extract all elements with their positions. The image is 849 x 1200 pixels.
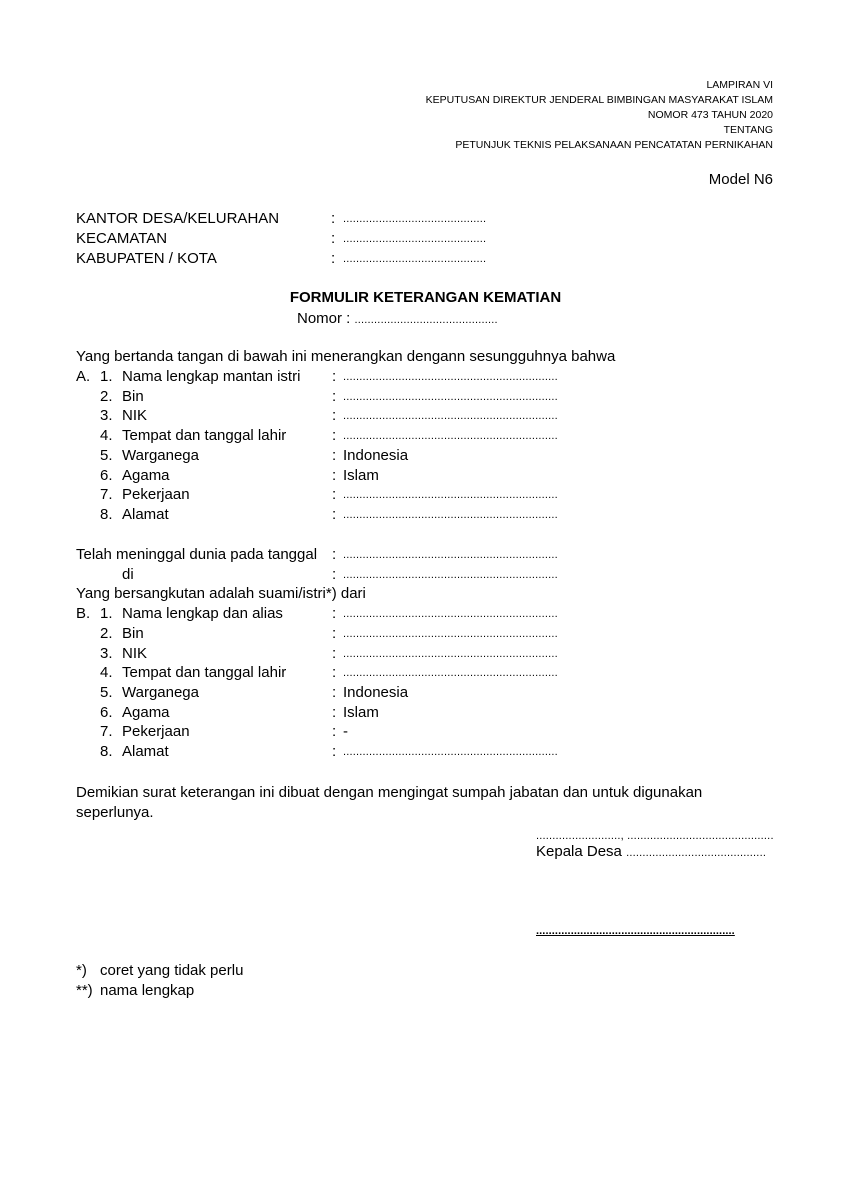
signature-place-date [536, 826, 774, 843]
item-label: Tempat dan tanggal lahir [122, 664, 287, 681]
item-value-field[interactable]: .................................................................. [343, 667, 558, 679]
intro-text: Yang bertanda tangan di bawah ini menerangkan dengann sesungguhnya bahwa [76, 348, 616, 365]
item-number: 5. [100, 684, 113, 701]
closing-text: Demikian surat keterangan ini dibuat dengan mengingat sumpah jabatan dan untuk digunakan seperlunya. [76, 784, 703, 821]
item-label: Alamat [122, 743, 169, 760]
item-number: 6. [100, 704, 113, 721]
colon: : [331, 210, 336, 227]
colon: : [332, 467, 337, 484]
office-value-field[interactable]: ............................................ [343, 213, 487, 225]
colon: : [332, 506, 337, 523]
footnote [76, 961, 243, 981]
item-label: NIK [122, 645, 148, 662]
item-number: 4. [100, 664, 113, 681]
item-number: 8. [100, 743, 113, 760]
colon: : [332, 427, 337, 444]
relation-text: Yang bersangkutan adalah suami/istri*) dari [76, 585, 366, 602]
death-date-field[interactable]: .................................................................. [343, 549, 558, 561]
item-number: 1. [100, 605, 113, 622]
footnote-text: coret yang tidak perlu [100, 962, 244, 979]
section-a-letter: A. [76, 368, 91, 385]
item-value-field[interactable]: .................................................................. [343, 628, 558, 640]
colon: : [332, 704, 337, 721]
colon: : [332, 645, 337, 662]
item-value: Islam [343, 467, 379, 484]
colon: : [331, 250, 336, 267]
item-value-field[interactable]: .................................................................. [343, 746, 558, 758]
header-petunjuk: PETUNJUK TEKNIS PELAKSANAAN PENCATATAN PERNIKAHAN [455, 139, 773, 151]
item-value-field[interactable]: .................................................................. [343, 410, 558, 422]
footnote-mark: **) [76, 982, 93, 999]
item-value: Islam [343, 704, 379, 721]
item-number: 7. [100, 723, 113, 740]
death-date-label: Telah meninggal dunia pada tanggal [76, 546, 318, 563]
item-label: NIK [122, 407, 148, 424]
item-value: Indonesia [343, 447, 409, 464]
item-value-field[interactable]: .................................................................. [343, 371, 558, 383]
item-label: Agama [122, 704, 170, 721]
model-label: Model N6 [708, 171, 773, 188]
signature-title-label: Kepala Desa [536, 843, 627, 860]
item-label: Agama [122, 467, 170, 484]
item-number: 3. [100, 407, 113, 424]
office-label: KABUPATEN / KOTA [76, 250, 217, 267]
item-value-field[interactable]: .................................................................. [343, 489, 558, 501]
footnote-mark: *) [76, 962, 87, 979]
signature-title-field[interactable]: ........................................... [626, 847, 767, 859]
item-label: Nama lengkap mantan istri [122, 368, 301, 385]
signature-title [536, 843, 766, 860]
death-place-field[interactable]: .................................................................. [343, 569, 558, 581]
header-lampiran: LAMPIRAN VI [706, 79, 773, 91]
item-value-field[interactable]: .................................................................. [343, 648, 558, 660]
item-label: Pekerjaan [122, 486, 190, 503]
item-label: Nama lengkap dan alias [122, 605, 283, 622]
colon: : [332, 605, 337, 622]
item-number: 4. [100, 427, 113, 444]
item-label: Bin [122, 625, 144, 642]
item-value-field[interactable]: .................................................................. [343, 608, 558, 620]
colon: : [332, 625, 337, 642]
item-label: Alamat [122, 506, 169, 523]
item-value-field[interactable]: .................................................................. [343, 509, 558, 521]
signature-name-line[interactable]: ............................................................... [536, 925, 735, 937]
colon: : [332, 447, 337, 464]
item-value-field[interactable]: .................................................................. [343, 430, 558, 442]
item-label: Bin [122, 388, 144, 405]
header-nomor: NOMOR 473 TAHUN 2020 [647, 109, 773, 121]
item-label: Warganega [122, 447, 199, 464]
office-value-field[interactable]: ............................................ [343, 253, 487, 265]
colon: : [332, 407, 337, 424]
form-nomor [297, 310, 498, 327]
office-value-field[interactable]: ............................................ [343, 233, 487, 245]
place-date-field[interactable]: .........................., ............................................. [536, 830, 774, 842]
office-label: KANTOR DESA/KELURAHAN [76, 210, 280, 227]
footnote-text: nama lengkap [100, 982, 195, 999]
item-value: Indonesia [343, 684, 409, 701]
item-number: 3. [100, 645, 113, 662]
nomor-label: Nomor : [297, 310, 355, 327]
colon: : [332, 664, 337, 681]
item-label: Warganega [122, 684, 199, 701]
item-number: 2. [100, 388, 113, 405]
header-block [426, 78, 773, 153]
colon: : [332, 566, 337, 583]
death-place-label: di [122, 566, 134, 583]
item-number: 8. [100, 506, 113, 523]
colon: : [332, 723, 337, 740]
colon: : [332, 368, 337, 385]
colon: : [332, 743, 337, 760]
colon: : [332, 486, 337, 503]
header-keputusan: KEPUTUSAN DIREKTUR JENDERAL BIMBINGAN MASYARAKAT ISLAM [425, 94, 773, 106]
item-number: 7. [100, 486, 113, 503]
item-value-field[interactable]: .................................................................. [343, 391, 558, 403]
item-label: Pekerjaan [122, 723, 190, 740]
header-tentang: TENTANG [723, 124, 773, 136]
footnote [76, 981, 194, 1001]
item-number: 2. [100, 625, 113, 642]
item-value: - [343, 723, 348, 740]
item-number: 1. [100, 368, 113, 385]
colon: : [332, 684, 337, 701]
office-label: KECAMATAN [76, 230, 168, 247]
colon: : [332, 388, 337, 405]
section-b-letter: B. [76, 605, 91, 622]
item-label: Tempat dan tanggal lahir [122, 427, 287, 444]
nomor-value-field[interactable]: ............................................ [354, 314, 498, 326]
item-number: 5. [100, 447, 113, 464]
item-number: 6. [100, 467, 113, 484]
colon: : [331, 230, 336, 247]
colon: : [332, 546, 337, 563]
form-title: FORMULIR KETERANGAN KEMATIAN [289, 289, 562, 306]
